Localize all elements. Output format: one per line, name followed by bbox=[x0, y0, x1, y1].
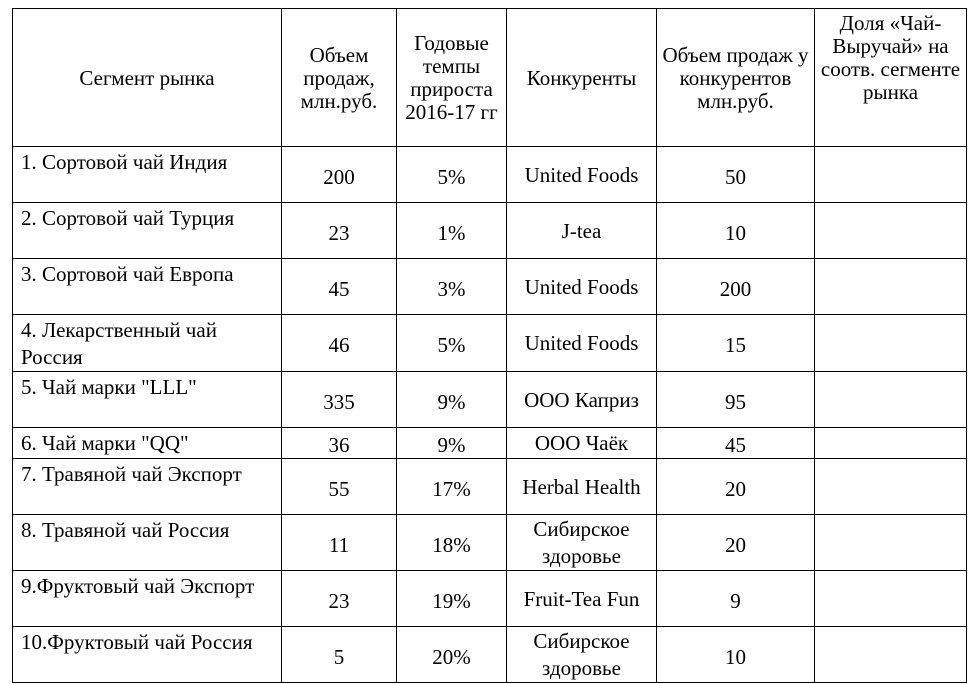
market-segments-table bbox=[12, 8, 967, 683]
sales-cell: 335 bbox=[282, 372, 397, 428]
table-row bbox=[13, 459, 967, 515]
competitor-cell: Сибирское здоровье bbox=[507, 515, 657, 571]
share-cell bbox=[815, 428, 967, 459]
growth-cell: 1% bbox=[397, 203, 507, 259]
competitor-sales-cell: 15 bbox=[657, 315, 815, 372]
share-cell bbox=[815, 147, 967, 203]
table-row bbox=[13, 147, 967, 203]
segment-cell: 6. Чай марки "QQ" bbox=[13, 428, 282, 459]
sales-cell: 23 bbox=[282, 203, 397, 259]
header-segment: Сегмент рынка bbox=[13, 9, 282, 147]
growth-cell: 19% bbox=[397, 571, 507, 627]
segment-cell: 10.Фруктовый чай Россия bbox=[13, 627, 282, 683]
header-sales: Объем продаж, млн.руб. bbox=[282, 9, 397, 147]
table-row bbox=[13, 515, 967, 571]
table-row bbox=[13, 571, 967, 627]
competitor-sales-cell: 45 bbox=[657, 428, 815, 459]
segment-cell: 5. Чай марки "LLL" bbox=[13, 372, 282, 428]
segment-cell: 8. Травяной чай Россия bbox=[13, 515, 282, 571]
header-competitors: Конкуренты bbox=[507, 9, 657, 147]
sales-cell: 11 bbox=[282, 515, 397, 571]
sales-cell: 200 bbox=[282, 147, 397, 203]
segment-cell: 4. Лекарственный чай Россия bbox=[13, 315, 282, 372]
competitor-sales-cell: 95 bbox=[657, 372, 815, 428]
segment-cell: 7. Травяной чай Экспорт bbox=[13, 459, 282, 515]
sales-cell: 55 bbox=[282, 459, 397, 515]
competitor-cell: United Foods bbox=[507, 315, 657, 372]
competitor-sales-cell: 200 bbox=[657, 259, 815, 315]
competitor-cell: United Foods bbox=[507, 259, 657, 315]
sales-cell: 46 bbox=[282, 315, 397, 372]
growth-cell: 17% bbox=[397, 459, 507, 515]
growth-cell: 20% bbox=[397, 627, 507, 683]
table-row bbox=[13, 627, 967, 683]
table-row bbox=[13, 428, 967, 459]
sales-cell: 23 bbox=[282, 571, 397, 627]
competitor-cell: Herbal Health bbox=[507, 459, 657, 515]
growth-cell: 3% bbox=[397, 259, 507, 315]
sales-cell: 5 bbox=[282, 627, 397, 683]
table-row bbox=[13, 315, 967, 372]
table-row bbox=[13, 372, 967, 428]
table-row bbox=[13, 259, 967, 315]
segment-cell: 1. Сортовой чай Индия bbox=[13, 147, 282, 203]
segment-cell: 3. Сортовой чай Европа bbox=[13, 259, 282, 315]
share-cell bbox=[815, 203, 967, 259]
segment-cell: 9.Фруктовый чай Экспорт bbox=[13, 571, 282, 627]
growth-cell: 18% bbox=[397, 515, 507, 571]
share-cell bbox=[815, 259, 967, 315]
growth-cell: 5% bbox=[397, 315, 507, 372]
competitor-sales-cell: 10 bbox=[657, 203, 815, 259]
sales-cell: 36 bbox=[282, 428, 397, 459]
competitor-sales-cell: 10 bbox=[657, 627, 815, 683]
header-competitor-sales: Объем продаж у конкурентов млн.руб. bbox=[657, 9, 815, 147]
competitor-sales-cell: 20 bbox=[657, 459, 815, 515]
growth-cell: 5% bbox=[397, 147, 507, 203]
header-growth: Годовые темпы прироста 2016-17 гг bbox=[397, 9, 507, 147]
header-share: Доля «Чай-Выручай» на соотв. сегменте рынка bbox=[815, 9, 967, 147]
share-cell bbox=[815, 372, 967, 428]
competitor-cell: J-tea bbox=[507, 203, 657, 259]
share-cell bbox=[815, 459, 967, 515]
competitor-cell: United Foods bbox=[507, 147, 657, 203]
share-cell bbox=[815, 315, 967, 372]
growth-cell: 9% bbox=[397, 428, 507, 459]
growth-cell: 9% bbox=[397, 372, 507, 428]
competitor-sales-cell: 50 bbox=[657, 147, 815, 203]
share-cell bbox=[815, 515, 967, 571]
competitor-sales-cell: 9 bbox=[657, 571, 815, 627]
competitor-cell: Fruit-Tea Fun bbox=[507, 571, 657, 627]
competitor-cell: ООО Каприз bbox=[507, 372, 657, 428]
table-row bbox=[13, 203, 967, 259]
share-cell bbox=[815, 627, 967, 683]
share-cell bbox=[815, 571, 967, 627]
sales-cell: 45 bbox=[282, 259, 397, 315]
competitor-cell: ООО Чаёк bbox=[507, 428, 657, 459]
competitor-sales-cell: 20 bbox=[657, 515, 815, 571]
segment-cell: 2. Сортовой чай Турция bbox=[13, 203, 282, 259]
competitor-cell: Сибирское здоровье bbox=[507, 627, 657, 683]
header-row bbox=[13, 9, 967, 147]
